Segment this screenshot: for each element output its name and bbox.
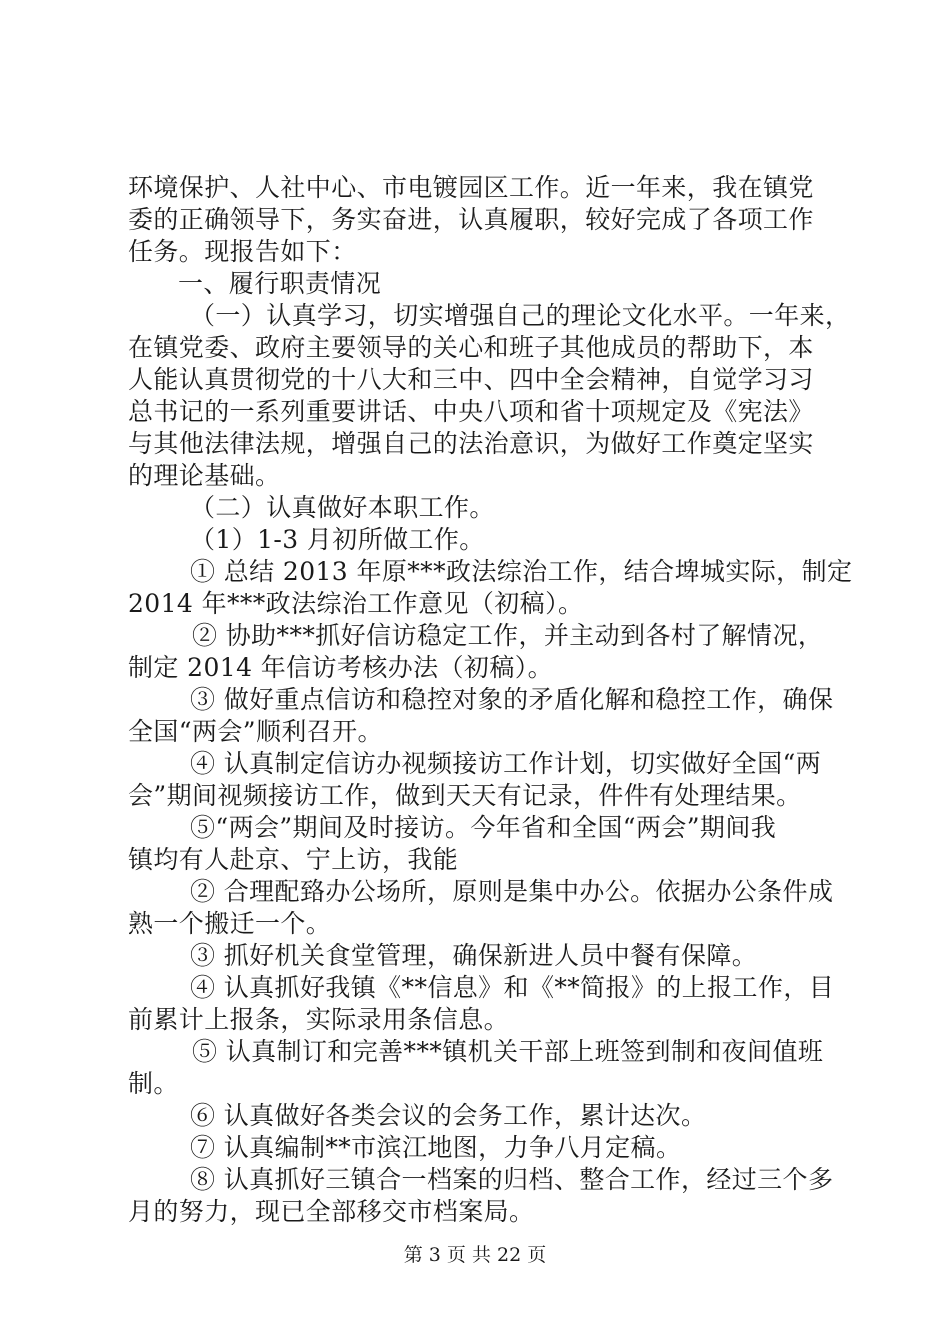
list-item: ⑦ 认真编制**市滨江地图，力争八月定稿。 (190, 1133, 682, 1162)
list-item: ③ 做好重点信访和稳控对象的矛盾化解和稳控工作，确保 (190, 685, 834, 714)
list-item: ⑧ 认真抓好三镇合一档案的归档、整合工作，经过三个多 (190, 1165, 834, 1194)
item-heading: （1）1-3 月初所做工作。 (190, 525, 485, 554)
text-line: 人能认真贯彻党的十八大和三中、四中全会精神，自觉学习习 (128, 365, 814, 394)
list-item: ⑤“两会”期间及时接访。今年省和全国“两会”期间我 (190, 813, 777, 842)
text-line: 2014 年***政法综治工作意见（初稿）。 (128, 589, 584, 618)
text-line: 的理论基础。 (128, 461, 281, 490)
list-item: ② 协助***抓好信访稳定工作，并主动到各村了解情况， (192, 621, 824, 650)
text-line: 制定 2014 年信访考核办法（初稿）。 (128, 653, 554, 682)
text-line: 与其他法律法规，增强自己的法治意识，为做好工作奠定坚实 (128, 429, 814, 458)
section-heading: 一、履行职责情况 (178, 269, 382, 298)
text-line: 在镇党委、政府主要领导的关心和班子其他成员的帮助下，本 (128, 333, 814, 362)
text-line: 任务。现报告如下： (128, 237, 357, 266)
page-number-footer: 第 3 页 共 22 页 (403, 1244, 547, 1266)
subsection-heading: （一）认真学习，切实增强自己的理论文化水平。一年来， (190, 301, 851, 330)
list-item: ④ 认真制定信访办视频接访工作计划，切实做好全国“两 (190, 749, 822, 778)
text-line: 熟一个搬迁一个。 (128, 909, 332, 938)
text-line: 镇均有人赴京、宁上访，我能 (128, 845, 459, 874)
text-line: 会”期间视频接访工作，做到天天有记录，件件有处理结果。 (128, 781, 802, 810)
list-item: ① 总结 2013 年原***政法综治工作，结合埤城实际，制定 (190, 557, 853, 586)
text-line: 环境保护、人社中心、市电镀园区工作。近一年来，我在镇党 (128, 173, 814, 202)
text-line: 委的正确领导下，务实奋进，认真履职，较好完成了各项工作 (128, 205, 814, 234)
list-item: ⑥ 认真做好各类会议的会务工作，累计达次。 (190, 1101, 707, 1130)
subsection-heading: （二）认真做好本职工作。 (190, 493, 495, 522)
text-line: 制。 (128, 1069, 179, 1098)
list-item: ⑤ 认真制订和完善***镇机关干部上班签到制和夜间值班 (192, 1037, 824, 1066)
text-line: 月的努力，现已全部移交市档案局。 (128, 1197, 535, 1226)
document-body (128, 172, 853, 1228)
text-line: 前累计上报条，实际录用条信息。 (128, 1005, 510, 1034)
text-line: 全国“两会”顺利召开。 (128, 717, 383, 746)
list-item: ③ 抓好机关食堂管理，确保新进人员中餐有保障。 (190, 941, 758, 970)
text-line: 总书记的一系列重要讲话、中央八项和省十项规定及《宪法》 (128, 397, 814, 426)
list-item: ④ 认真抓好我镇《**信息》和《**简报》的上报工作，目 (190, 973, 835, 1002)
list-item: ② 合理配臵办公场所，原则是集中办公。依据办公条件成 (190, 877, 834, 906)
